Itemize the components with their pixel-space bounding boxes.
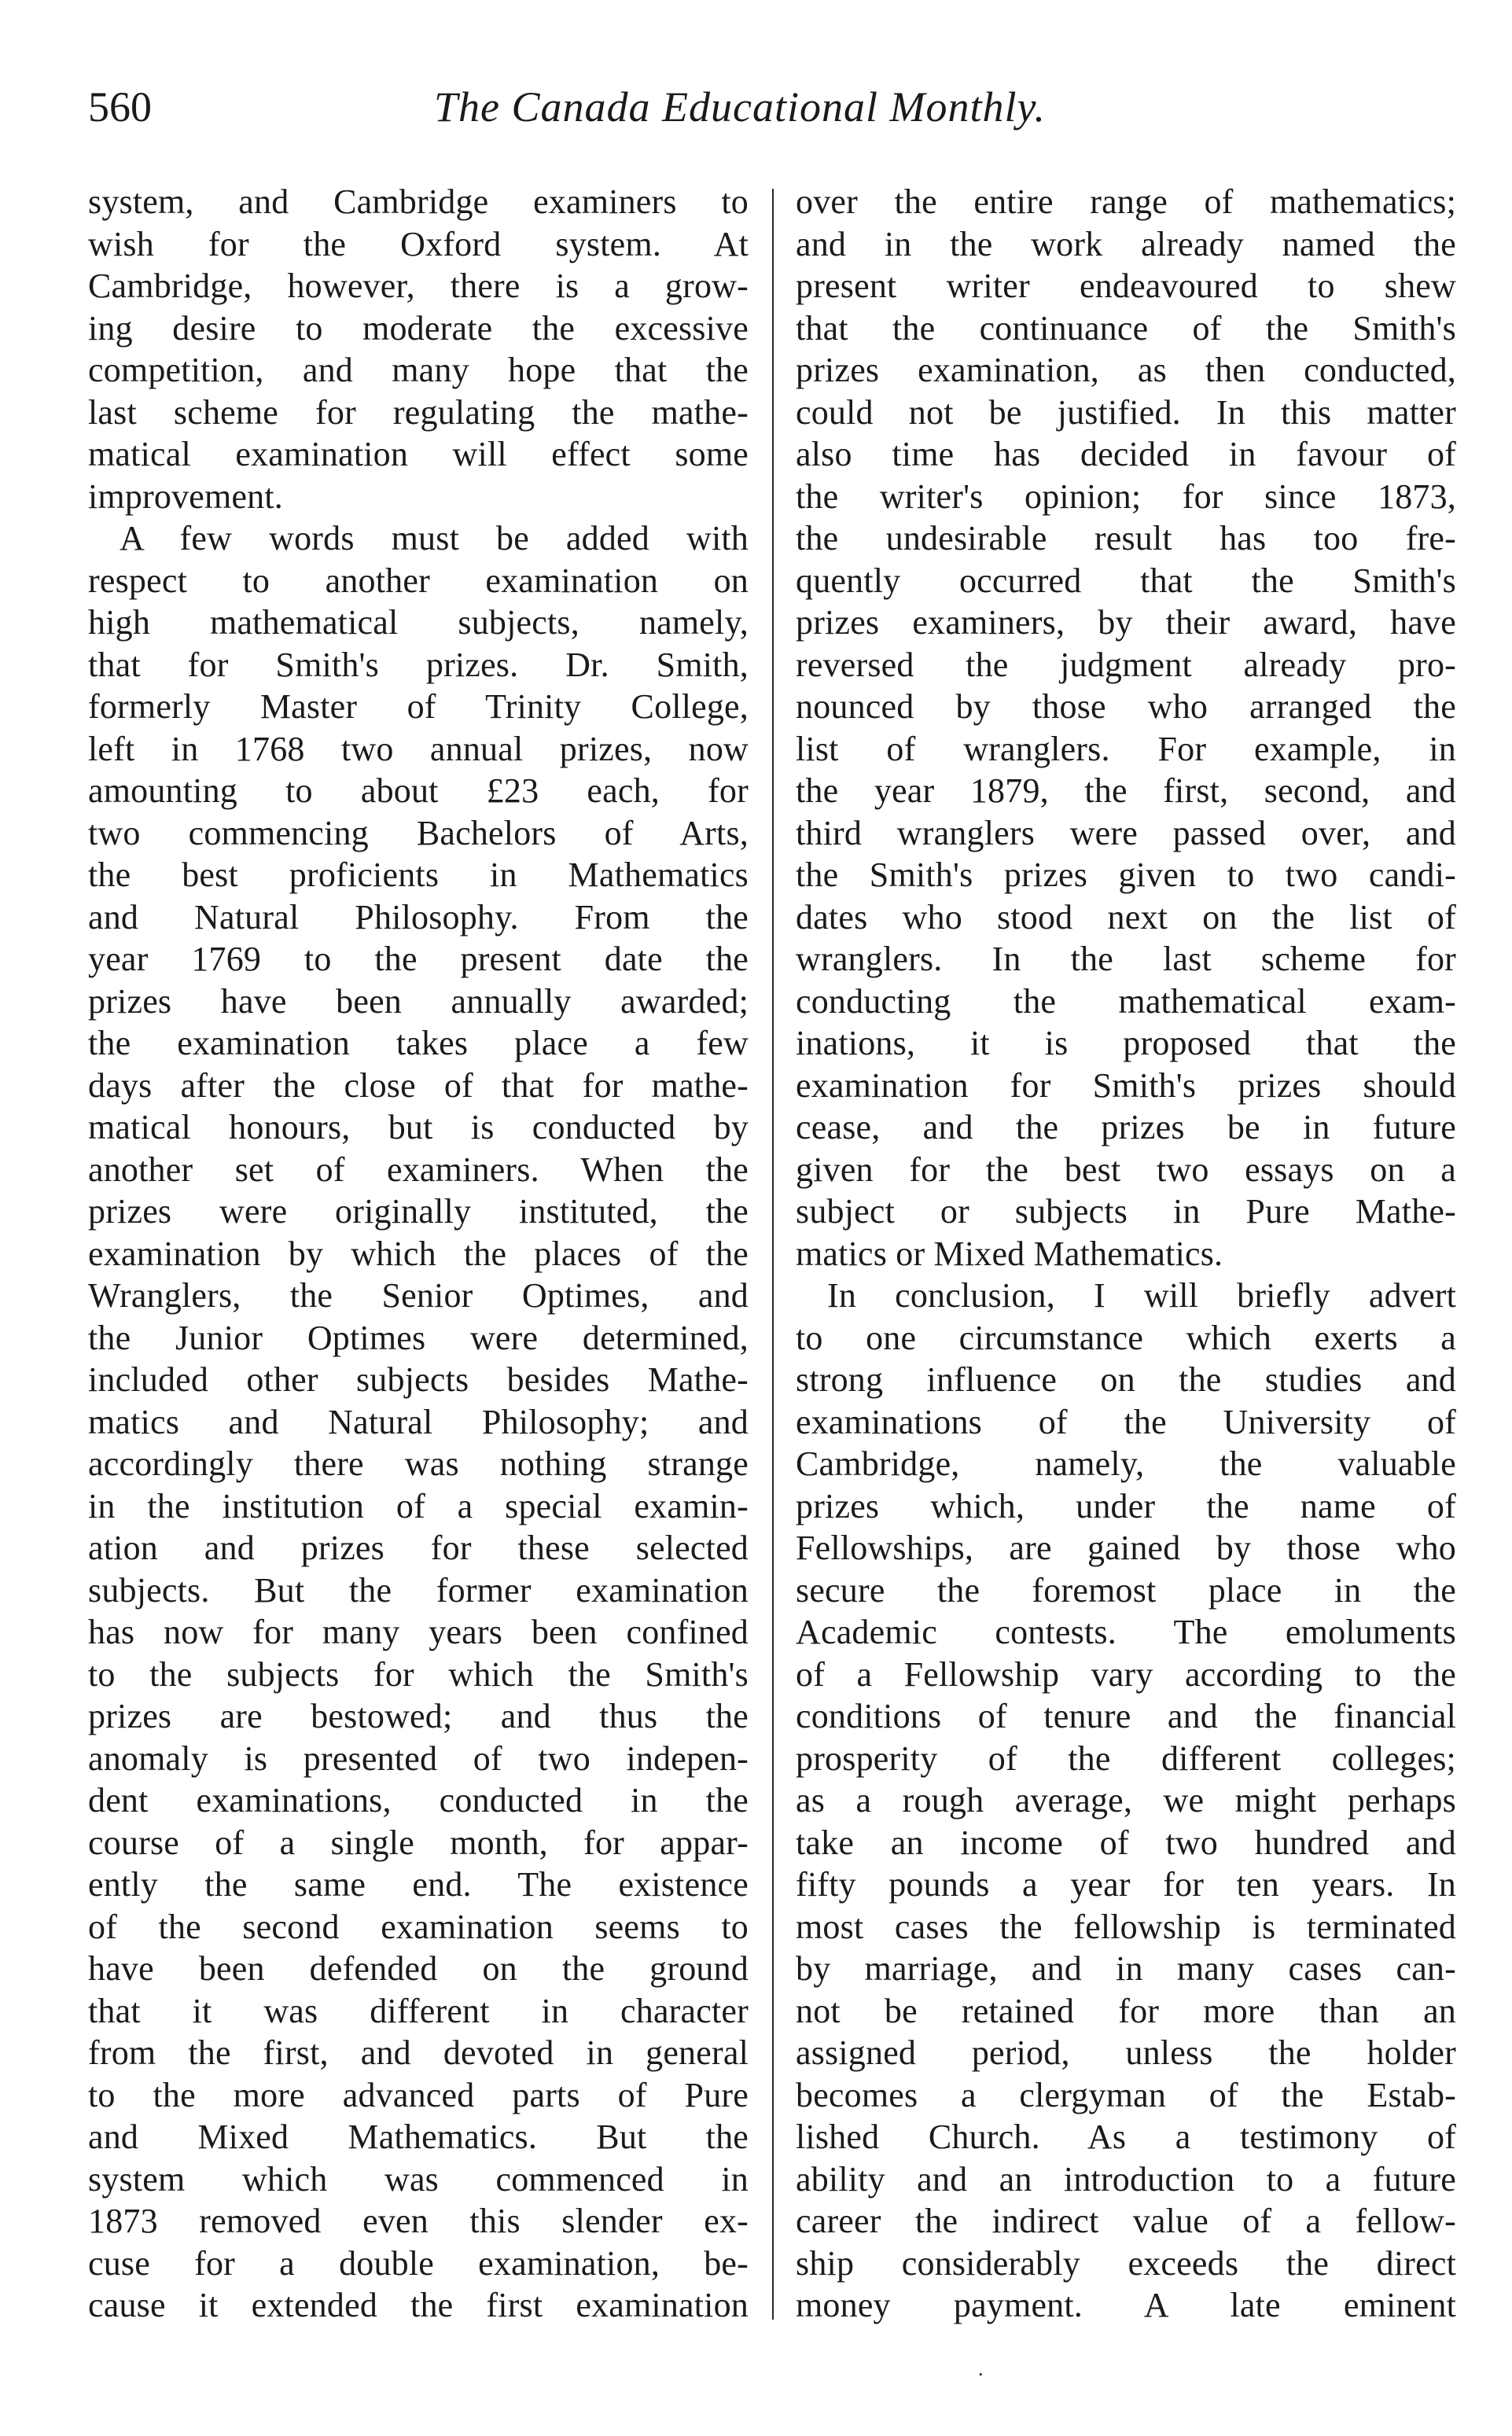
text-line: third wranglers were passed over, and xyxy=(796,813,1456,852)
text-line: ently the same end. The existence xyxy=(88,1865,749,1904)
text-line: fifty pounds a year for ten years. In xyxy=(796,1865,1456,1904)
text-line: reversed the judgment already pro- xyxy=(796,645,1456,684)
text-line: ing desire to moderate the excessive xyxy=(88,308,749,348)
text-line: subjects. But the former examination xyxy=(88,1570,749,1610)
text-line: not be retained for more than an xyxy=(796,1991,1456,2030)
text-line: Cambridge, namely, the valuable xyxy=(796,1444,1456,1483)
text-line: to the subjects for which the Smith's xyxy=(88,1654,749,1694)
running-header xyxy=(88,75,1448,138)
text-line: prizes have been annually awarded; xyxy=(88,981,749,1021)
text-line: the Junior Optimes were determined, xyxy=(88,1318,749,1357)
text-line: anomaly is presented of two indepen- xyxy=(88,1739,749,1778)
text-line: by marriage, and in many cases can- xyxy=(796,1949,1456,1988)
paragraph-start-line: In conclusion, I will briefly advert xyxy=(827,1276,1456,1315)
text-line: becomes a clergyman of the Estab- xyxy=(796,2075,1456,2114)
text-line: to one circumstance which exerts a xyxy=(796,1318,1456,1357)
text-line: another set of examiners. When the xyxy=(88,1150,749,1189)
text-line: that the continuance of the Smith's xyxy=(796,308,1456,348)
text-line: has now for many years been confined xyxy=(88,1613,749,1651)
right-column xyxy=(796,181,1456,2327)
text-line: given for the best two essays on a xyxy=(796,1150,1456,1189)
text-line: wranglers. In the last scheme for xyxy=(796,940,1456,978)
text-line: left in 1768 two annual prizes, now xyxy=(88,729,749,768)
text-line: cease, and the prizes be in future xyxy=(796,1108,1456,1146)
text-line: two commencing Bachelors of Arts, xyxy=(88,813,749,852)
text-line: conditions of tenure and the financial xyxy=(796,1697,1456,1735)
text-line: the undesirable result has too fre- xyxy=(796,519,1456,557)
text-line: system, and Cambridge examiners to xyxy=(88,182,749,221)
text-line: lished Church. As a testimony of xyxy=(796,2118,1456,2156)
text-line: secure the foremost place in the xyxy=(796,1570,1456,1610)
text-line: ation and prizes for these selected xyxy=(88,1529,749,1567)
text-line: in the institution of a special examin- xyxy=(88,1486,749,1525)
text-line: quently occurred that the Smith's xyxy=(796,561,1456,600)
text-line: course of a single month, for appar- xyxy=(88,1823,749,1862)
text-line: of the second examination seems to xyxy=(88,1907,749,1946)
text-line: included other subjects besides Mathe- xyxy=(88,1360,749,1399)
text-line: Wranglers, the Senior Optimes, and xyxy=(88,1276,749,1315)
page-number: 560 xyxy=(88,83,152,131)
text-line: strong influence on the studies and xyxy=(796,1360,1456,1399)
text-line: matical honours, but is conducted by xyxy=(88,1108,749,1146)
text-line: conducting the mathematical exam- xyxy=(796,981,1456,1021)
running-title: The Canada Educational Monthly. xyxy=(434,83,1046,131)
text-line: career the indirect value of a fellow- xyxy=(796,2202,1456,2240)
paragraph-start-line: A few words must be added with xyxy=(120,519,749,557)
text-line: prosperity of the different colleges; xyxy=(796,1739,1456,1778)
text-line: prizes examination, as then conducted, xyxy=(796,351,1456,389)
text-line: accordingly there was nothing strange xyxy=(88,1444,749,1483)
text-line: to the more advanced parts of Pure xyxy=(88,2075,749,2114)
text-line: amounting to about £23 each, for xyxy=(88,771,749,810)
text-line: take an income of two hundred and xyxy=(796,1823,1456,1862)
text-line: money payment. A late eminent xyxy=(796,2286,1456,2324)
text-line: examination for Smith's prizes should xyxy=(796,1065,1456,1105)
text-line: have been defended on the ground xyxy=(88,1949,749,1988)
footer-mark: . xyxy=(978,2357,984,2380)
text-line: Fellowships, are gained by those who xyxy=(796,1529,1456,1567)
text-line: the Smith's prizes given to two candi- xyxy=(796,856,1456,894)
text-line: competition, and many hope that the xyxy=(88,351,749,389)
text-line: matics and Natural Philosophy; and xyxy=(88,1402,749,1441)
text-line: dent examinations, conducted in the xyxy=(88,1781,749,1820)
text-line: prizes are bestowed; and thus the xyxy=(88,1697,749,1735)
text-line: assigned period, unless the holder xyxy=(796,2033,1456,2072)
text-line: high mathematical subjects, namely, xyxy=(88,603,749,642)
text-line: prizes which, under the name of xyxy=(796,1486,1456,1525)
text-line: year 1769 to the present date the xyxy=(88,940,749,978)
text-line: could not be justified. In this matter xyxy=(796,392,1456,432)
text-line: matics or Mixed Mathematics. xyxy=(796,1234,1223,1273)
text-line: over the entire range of mathematics; xyxy=(796,182,1456,221)
text-line: also time has decided in favour of xyxy=(796,435,1456,473)
text-line: Academic contests. The emoluments xyxy=(796,1613,1456,1651)
text-line: days after the close of that for mathe- xyxy=(88,1065,749,1105)
text-line: the examination takes place a few xyxy=(88,1024,749,1062)
text-line: Cambridge, however, there is a grow- xyxy=(88,267,749,305)
text-line: as a rough average, we might perhaps xyxy=(796,1781,1456,1820)
text-line: present writer endeavoured to shew xyxy=(796,267,1456,305)
text-line: system which was commenced in xyxy=(88,2159,749,2199)
text-line: cuse for a double examination, be- xyxy=(88,2243,749,2283)
text-line: last scheme for regulating the mathe- xyxy=(88,392,749,432)
text-line: nounced by those who arranged the xyxy=(796,687,1456,726)
text-line: that it was different in character xyxy=(88,1991,749,2030)
text-line: that for Smith's prizes. Dr. Smith, xyxy=(88,645,749,684)
text-line: ship considerably exceeds the direct xyxy=(796,2243,1456,2283)
text-line: the writer's opinion; for since 1873, xyxy=(796,477,1456,516)
text-line: the best proficients in Mathematics xyxy=(88,856,749,894)
text-line: improvement. xyxy=(88,477,284,516)
text-line: inations, it is proposed that the xyxy=(796,1024,1456,1062)
text-line: cause it extended the first examination xyxy=(88,2286,749,2324)
text-line: ability and an introduction to a future xyxy=(796,2159,1456,2199)
text-line: list of wranglers. For example, in xyxy=(796,729,1456,768)
text-line: dates who stood next on the list of xyxy=(796,897,1456,936)
text-line: examinations of the University of xyxy=(796,1402,1456,1441)
text-line: most cases the fellowship is terminated xyxy=(796,1907,1456,1946)
text-line: examination by which the places of the xyxy=(88,1234,749,1273)
column-divider xyxy=(772,189,774,2320)
text-line: prizes examiners, by their award, have xyxy=(796,603,1456,642)
text-line: formerly Master of Trinity College, xyxy=(88,687,749,726)
text-line: and Natural Philosophy. From the xyxy=(88,897,749,936)
text-line: the year 1879, the first, second, and xyxy=(796,771,1456,810)
text-line: wish for the Oxford system. At xyxy=(88,224,749,263)
text-line: matical examination will effect some xyxy=(88,435,749,473)
text-line: 1873 removed even this slender ex- xyxy=(88,2202,749,2240)
text-line: prizes were originally instituted, the xyxy=(88,1192,749,1231)
text-line: of a Fellowship vary according to the xyxy=(796,1654,1456,1694)
text-line: respect to another examination on xyxy=(88,561,749,600)
text-line: from the first, and devoted in general xyxy=(88,2033,749,2072)
text-line: and Mixed Mathematics. But the xyxy=(88,2118,749,2156)
text-line: and in the work already named the xyxy=(796,224,1456,263)
left-column xyxy=(88,181,749,2327)
text-line: subject or subjects in Pure Mathe- xyxy=(796,1192,1456,1231)
